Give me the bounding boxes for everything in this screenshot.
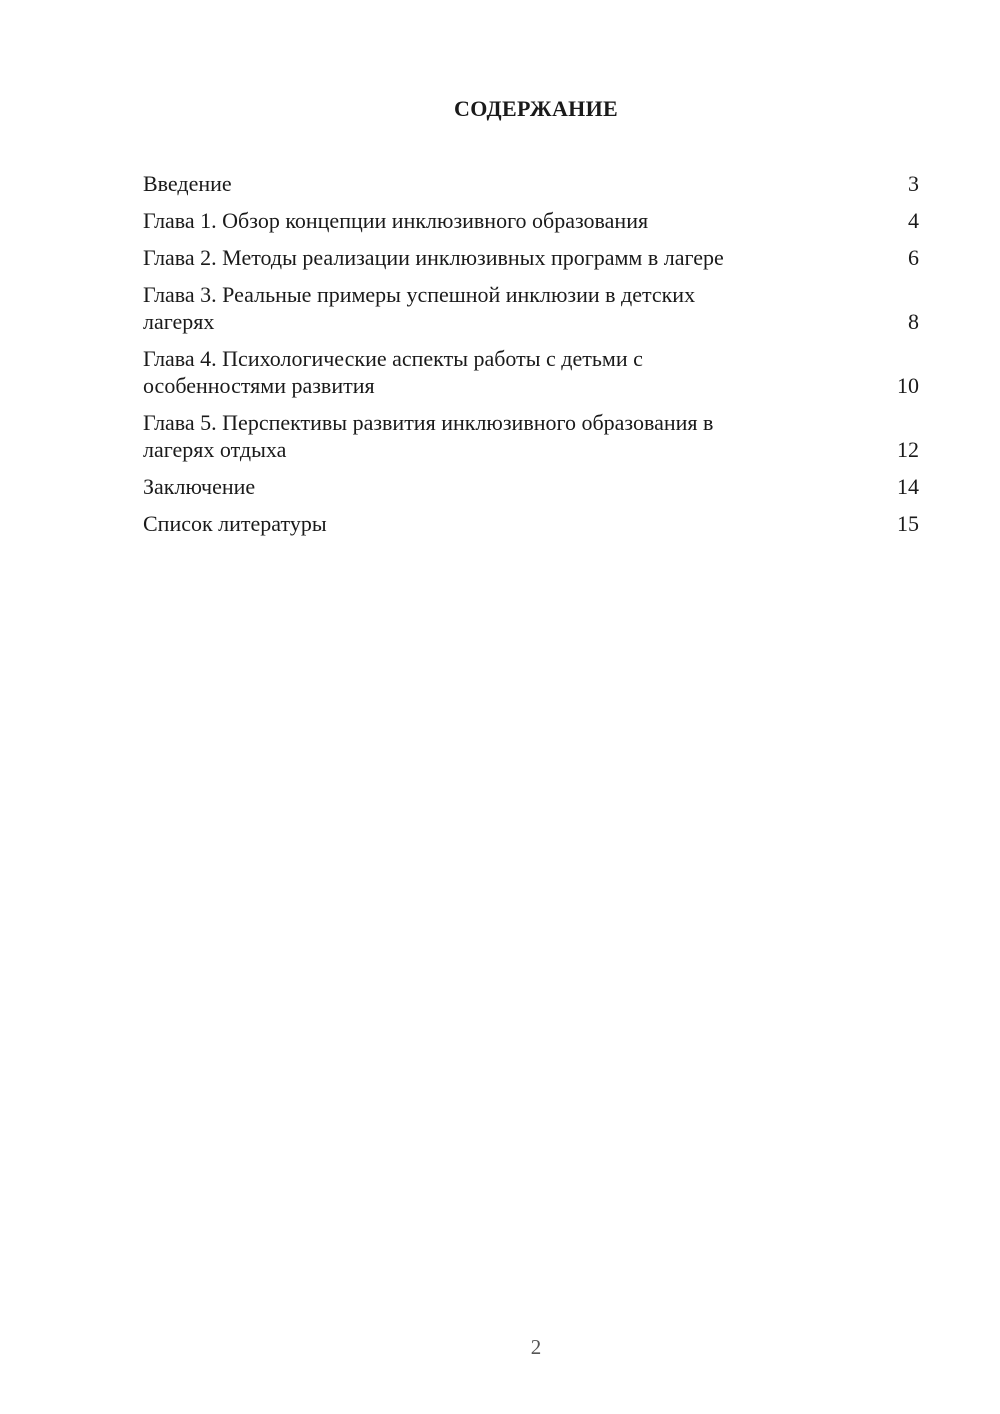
toc-entry-page: 4 [908, 208, 919, 233]
page-title: СОДЕРЖАНИЕ [454, 96, 618, 121]
toc-entry-bibliography[interactable] [143, 510, 919, 537]
toc-entry-conclusion[interactable] [143, 473, 919, 500]
toc-entry-label [143, 281, 695, 335]
toc-entry-page: 14 [897, 474, 919, 499]
toc-entry-label-line: Глава 4. Психологические аспекты работы с детьми с [143, 346, 643, 371]
toc-entry-chapter-1[interactable] [143, 207, 919, 234]
page-number: 2 [530, 1335, 542, 1359]
toc-entry-page: 8 [908, 309, 919, 334]
toc-entry-chapter-2[interactable] [143, 244, 919, 271]
toc-entry-page: 10 [897, 373, 919, 398]
toc-entry-label: Введение [143, 171, 232, 196]
toc-entry-label [143, 345, 643, 399]
toc-entry-label: Заключение [143, 474, 256, 499]
table-of-contents [143, 170, 919, 547]
toc-entry-label: Список литературы [143, 511, 327, 536]
toc-entry-chapter-3[interactable] [143, 281, 919, 335]
toc-entry-label [143, 409, 713, 463]
toc-entry-label-line: особенностями развития [143, 373, 375, 398]
toc-entry-introduction[interactable] [143, 170, 919, 197]
toc-entry-label: Глава 1. Обзор концепции инклюзивного образования [143, 208, 649, 233]
toc-entry-label-line: Глава 5. Перспективы развития инклюзивного образования в [143, 410, 714, 435]
toc-entry-label-line: лагерях отдыха [143, 437, 287, 462]
toc-entry-label: Глава 2. Методы реализации инклюзивных программ в лагере [143, 245, 724, 270]
toc-entry-page: 3 [908, 171, 919, 196]
toc-entry-page: 12 [897, 437, 919, 462]
toc-entry-chapter-5[interactable] [143, 409, 919, 463]
toc-entry-label-line: Глава 3. Реальные примеры успешной инклюзии в детских [143, 282, 696, 307]
toc-entry-page: 15 [897, 511, 919, 536]
toc-entry-page: 6 [908, 245, 919, 270]
toc-entry-label-line: лагерях [143, 309, 215, 334]
toc-entry-chapter-4[interactable] [143, 345, 919, 399]
